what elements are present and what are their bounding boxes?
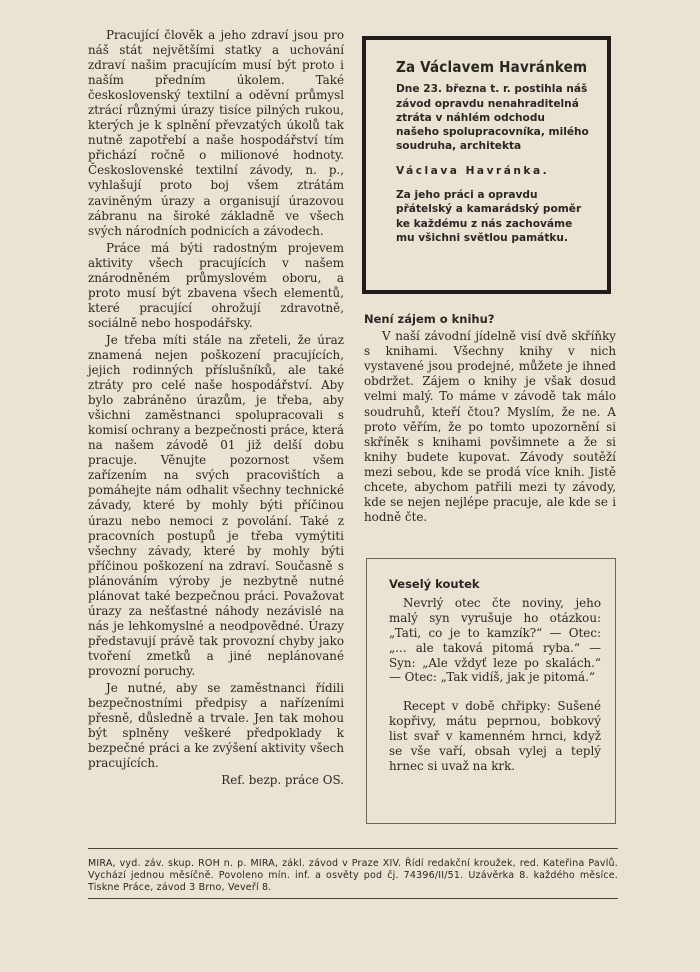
- book-article-heading: Není zájem o knihu?: [364, 312, 495, 326]
- obituary-title: Za Václavem Havránkem: [396, 58, 588, 76]
- footer-rule-bottom: [88, 898, 618, 899]
- obituary-text: Dne 23. března t. r. postihla náš závod opravdu nenahraditelná ztráta v náhlém odchodu našeho spolupracovníka, milého soudruha, architekta: [396, 83, 589, 153]
- book-article-text: V naší závodní jídelně visí dvě skříňky s knihami. Všechny knihy v nich vystavené jsou prodejné, můžete je ihned obdržet. Zájem o knihy je však dosud velmi malý. To máme v závodě tak málo soudruhů, kteří čtou? Myslím, že ne. A proto věřím, že po tomto upozornění si skříněk s knihami povšimnete a že si knihy budete kupovat. Závody soutěží mezi sebou, kde se prodá více knih. Jistě chcete, abychom patřili mezi ty závody, kde se nejen nejlépe pracuje, ale kde se i hodně čte.: [364, 329, 616, 525]
- joke-corner-heading: Veselý koutek: [389, 577, 480, 591]
- footer-rule-top: [88, 848, 618, 849]
- obituary-closing: Za jeho práci a opravdu přátelský a kamarádský poměr ke každému z nás zachováme mu všichni světlou památku.: [396, 189, 582, 244]
- safety-article: [88, 28, 344, 790]
- safety-paragraph-2: Práce má býti radostným projevem aktivity všech pracujících v našem znárodněném průmyslovém oboru, a proto musí být zbavena všech elementů, které pracující ohrožují zdravotně, sociálně nebo hospodářsky.: [88, 240, 344, 330]
- safety-paragraph-3: Je třeba míti stále na zřeteli, že úraz znamená nejen poškození pracujících, jejich rodinných příslušníků, ale také ztráty pro celé naše hospodářství. Aby bylo zabráněno úrazům, je třeba, aby všichni zaměstnanci spolupracovali s komisí ochrany a bezpečnosti práce, která na našem závodě 01 již delší dobu pracuje. Věnujte pozornost všem zařízením na svých pracovištích a pomáhejte nám odhalit všechny technické závady, které by mohly býti příčinou úrazu nebo nemoci z povolání. Také z pracovních postupů je třeba vymýtiti všechny závady, které by mohly býti příčinou poškození na zdraví. Současně s plánováním výroby je nezbytně nutné plánovat také bezpečnou práci. Považovat úrazy za nešťastné náhody nezávislé na nás je lehkomyslné a neodpovědné. Úrazy představují právě tak provozní chyby jako tvoření zmetků a jiné neplánované provozní poruchy.: [88, 332, 344, 678]
- joke-2: Recept v době chřipky: Sušené kopřivy, mátu peprnou, bobkový list svař v kamenném hrnci, když se vše vaří, obsah vylej a teplý hrnec si uvaž na krk.: [389, 699, 601, 773]
- joke-corner-box: [366, 558, 616, 824]
- safety-paragraph-4: Je nutné, aby se zaměstnanci řídili bezpečnostními předpisy a nařízeními přesně, důsledně a trvale. Jen tak mohou být splněny veškeré předpoklady k bezpečné práci a ke zvýšení aktivity všech pracujících.: [88, 681, 344, 771]
- article-signature: Ref. bezp. práce OS.: [221, 773, 344, 788]
- book-article: [364, 312, 616, 525]
- imprint-footer: MIRA, vyd. záv. skup. ROH n. p. MIRA, zákl. závod v Praze XIV. Řídí redakční kroužek, red. Kateřina Pavlů. Vychází jednou měsíčně. Povoleno mín. inf. a osvěty pod čj. 74396/II/51. Uzávěrka 8. každého měsíce. Tiskne Práce, závod 3 Brno, Veveří 8.: [88, 858, 618, 894]
- obituary-box: [362, 36, 611, 294]
- joke-1: Nevrlý otec čte noviny, jeho malý syn vyrušuje ho otázkou: „Tati, co je to kamzík?“ — Otec: „... ale taková pitomá ryba.“ — Syn: „Ale vždyť leze po skalách.“ — Otec: „Tak vidíš, jak je pitomá.“: [389, 595, 601, 685]
- safety-paragraph-1: Pracující člověk a jeho zdraví jsou pro náš stát největšími statky a uchování zdraví našim pracujícím musí být proto i naším předním úkolem. Také československý textilní a oděvní průmysl ztrácí různými úrazy tisíce pilných rukou, kterých je k splnění převzatých úkolů tak nutně zapotřebí a naše hospodářství tím přichází ročně o milionové hodnoty. Československé textilní závody, n. p., vyhlašují proto boj všem ztrátám zaviněným úrazy a organisují úrazovou zábranu na široké základně ve všech svých národních podnicích a závodech.: [88, 28, 344, 238]
- obituary-name: Václava Havránka.: [396, 164, 550, 177]
